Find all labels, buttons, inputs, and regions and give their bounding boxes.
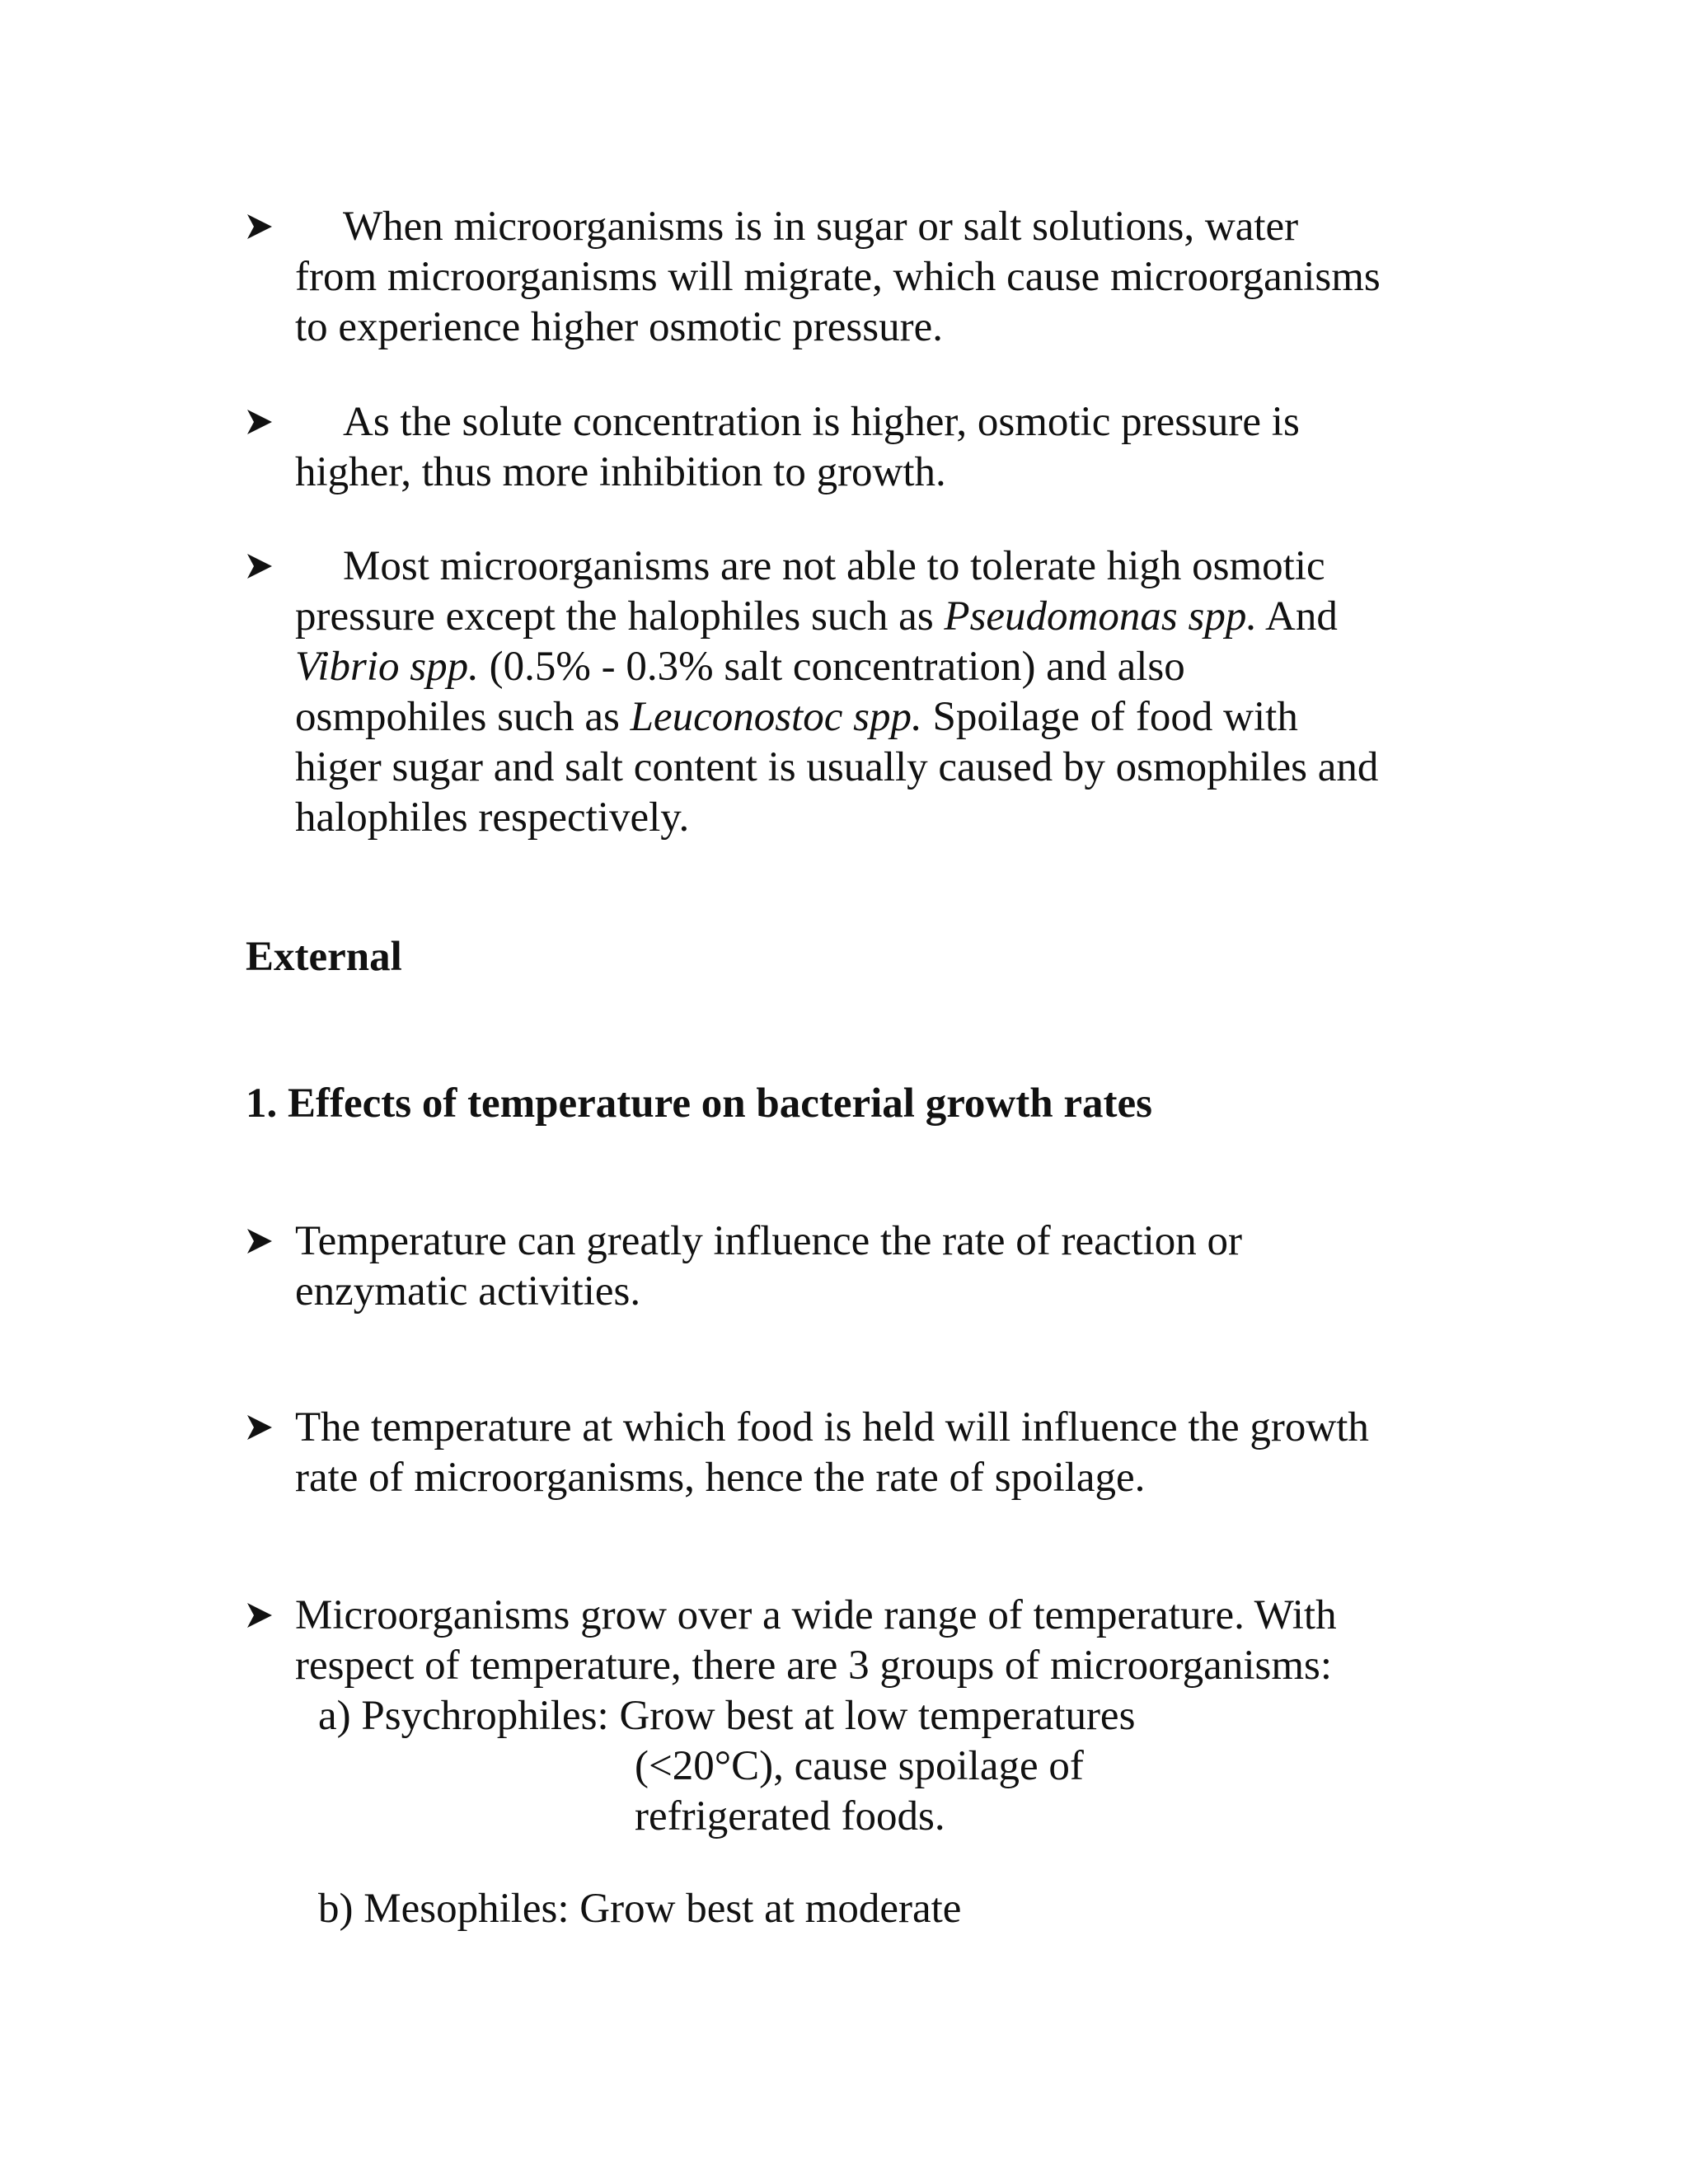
species-name: Vibrio spp. (295, 644, 479, 690)
arrowhead-bullet-icon (246, 1601, 274, 1629)
arrowhead-bullet-icon (246, 408, 274, 436)
psychrophiles-line-1: a) Psychrophiles: Grow best at low temperatures (318, 1693, 1136, 1739)
species-name: Pseudomonas spp. (944, 593, 1258, 640)
bullet-1-line-1: When microorganisms is in sugar or salt solutions, water (343, 204, 1299, 250)
arrowhead-bullet-icon (246, 1227, 274, 1255)
psychrophiles-line-2: (<20°C), cause spoilage of (635, 1743, 1084, 1789)
temp-bullet-3-line-2: respect of temperature, there are 3 groups of microorganisms: (295, 1643, 1333, 1689)
temp-bullet-3-line-1: Microorganisms grow over a wide range of temperature. With (295, 1592, 1337, 1638)
bullet-3-line-5: higer sugar and salt content is usually caused by osmophiles and (295, 744, 1379, 790)
arrowhead-bullet-icon (246, 213, 274, 241)
bullet-3-line-3: Vibrio spp. (0.5% - 0.3% salt concentration) and also (295, 644, 1185, 690)
bullet-2-line-2: higher, thus more inhibition to growth. (295, 449, 946, 495)
bullet-2-line-1: As the solute concentration is higher, osmotic pressure is (343, 399, 1300, 445)
temp-bullet-2-line-1: The temperature at which food is held will influence the growth (295, 1404, 1369, 1451)
arrowhead-bullet-icon (246, 1413, 274, 1441)
subsection-heading: 1. Effects of temperature on bacterial growth rates (246, 1080, 1152, 1127)
temp-bullet-1-line-1: Temperature can greatly influence the rate of reaction or (295, 1218, 1242, 1264)
section-heading: External (246, 934, 402, 980)
arrowhead-bullet-icon (246, 552, 274, 580)
bullet-1-line-2: from microorganisms will migrate, which cause microorganisms (295, 254, 1381, 300)
bullet-1-line-3: to experience higher osmotic pressure. (295, 304, 943, 350)
bullet-3-line-2: pressure except the halophiles such as Pseudomonas spp. And (295, 593, 1338, 640)
species-name: Leuconostoc spp. (630, 694, 922, 740)
bullet-3-line-6: halophiles respectively. (295, 794, 690, 841)
psychrophiles-line-3: refrigerated foods. (635, 1793, 945, 1840)
bullet-3-line-1: Most microorganisms are not able to tolerate high osmotic (343, 543, 1325, 589)
temp-bullet-1-line-2: enzymatic activities. (295, 1268, 641, 1315)
temp-bullet-2-line-2: rate of microorganisms, hence the rate of spoilage. (295, 1455, 1146, 1501)
mesophiles-line-1: b) Mesophiles: Grow best at moderate (318, 1886, 962, 1932)
bullet-3-line-4: osmpohiles such as Leuconostoc spp. Spoilage of food with (295, 694, 1298, 740)
